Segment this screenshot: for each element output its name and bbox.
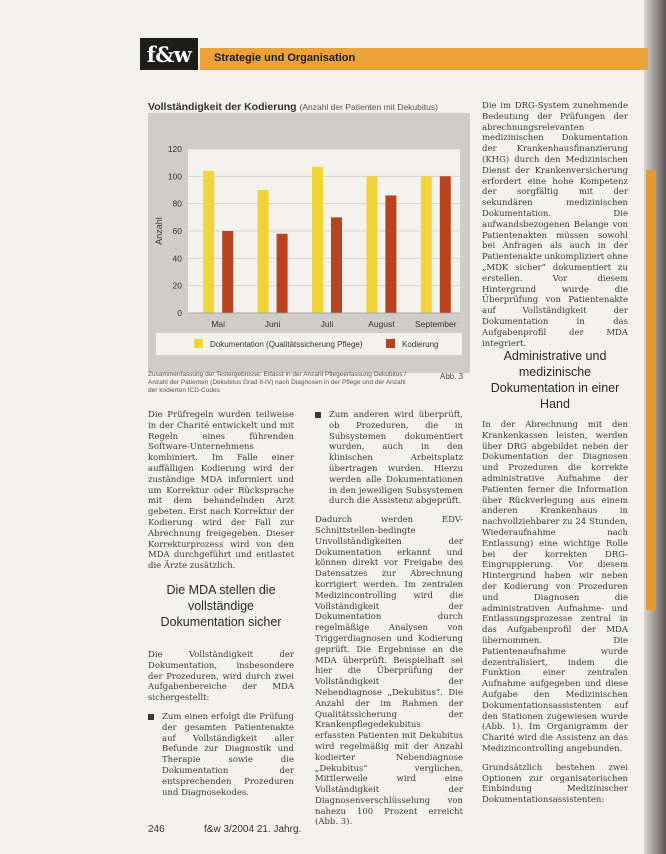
bar-dokumentation (421, 176, 432, 313)
column-right-bottom (482, 420, 628, 814)
bar-chart (148, 113, 470, 373)
chart-title (148, 101, 438, 113)
paragraph: In der Abrechnung mit den Krankenkassen leisten, werden über DRG abgebildet neben der Dokumentation der Diagnosen und Prozeduren die korrekte administrative Aufnahme der Patienten ferner die Information über Rückverlegung aus einem anderen Krankenhaus in nachvollziehbarer zu 24 Stunden, Wiederaufnahme nach Entlassung) eine wichtige Rolle bei der korrekten DRG-Eingruppierung. Vor diesem Hintergrund haben wir neben der Kodierung von Prozeduren und Diagnosen die administrativen Aufnahme- und Entlassungsprozesse zentral in das Aufgabenprofil der MDA übernommen. Die Patientenaufnahme wurde dezentralisiert, indem die Funktion einer zentralen Aufnahme aufgegeben und diese Aufgabe den Medizinischen Dokumentationsassistenten auf den Stationen zugewiesen wurde (Abb. 1). Im Organigramm der Charité wird die Assistenz an das Medizincontrolling angebunden. (482, 420, 628, 754)
paragraph: Die Vollständigkeit der Dokumentation, insbesondere der Prozeduren, wird durch zwei Aufgabenbereiche der MDA sichergestellt: (148, 650, 294, 704)
journal-issue: f&w 3/2004 21. Jahrg. (204, 824, 302, 835)
subheading-mda: Die MDA stellen die vollständige Dokumentation sicher (160, 583, 282, 629)
y-tick-label: 0 (177, 308, 182, 318)
figure-label: Abb. 3 (440, 372, 464, 381)
column-middle (315, 410, 463, 836)
y-tick-label: 60 (172, 226, 182, 236)
chart-title-sub: (Anzahl der Patienten mit Dekubitus) (299, 102, 438, 112)
y-tick-label: 20 (172, 280, 182, 291)
y-axis-label: Anzahl (154, 217, 164, 245)
y-tick-label: 100 (167, 171, 182, 182)
chart-title-main: Vollständigkeit der Kodierung (148, 101, 297, 113)
bar-dokumentation (366, 176, 377, 313)
legend-swatch-kodierung (386, 339, 395, 348)
y-tick-label: 40 (172, 253, 182, 264)
paragraph: Dadurch werden EDV-Schnittstellen-bedingte Unvollständigkeiten der Dokumentation erkannt und können direkt vor Freigabe des Datensatzes zur Abrechnung korrigiert werden. Im zentralen Medizincontrolling wird die Vollständigkeit der Dokumentation durch regelmäßige Analysen von Triggerdiagnosen und Kodierung geprüft. Die Ergebnisse an die MDA überprüft. Beispielhaft sei hier die Überprüfung der Vollständigkeit der Nebendiagnose „Dekubitus“. Die Anzahl der im Rahmen der Qualitätssicherung der Krankenpflegedekubitus erfassten Patienten mit Dekubitus wird regelmäßig mit der Anzahl kodierter Nebendiagnose „Dekubitus“ verglichen. Mittlerweile wird eine Vollständigkeit der Diagnosenverschlüsselung von nahezu 100 Prozent erreicht (Abb. 3). (315, 515, 463, 828)
x-tick-label: August (368, 319, 395, 329)
x-tick-label: Mai (211, 319, 226, 329)
journal-logo: f&w (140, 38, 198, 70)
figure-caption: Zusammenfassung der Testergebnisse: Erfasst in der Anzahl Pflegeerfassung Dekubitus / Anzahl der Patienten (Dekubitus Grad II-IV) nach Diagnosen in der Pflege und der Anzahl der kodierten ICD-Codes (148, 371, 407, 394)
column-right-top (482, 101, 628, 357)
paragraph: Grundsätzlich bestehen zwei Optionen zur organisatorischen Einbindung Medizinischer Dokumentationsassistenten: (482, 762, 628, 806)
bar-dokumentation (312, 167, 323, 313)
paragraph: Die Prüfregeln wurden teilweise in der Charité entwickelt und mit Regeln eines führenden Software-Unternehmens kombiniert. Im Falle einer auffälligen Kodierung wird der zuständige MDA informiert und um Korrektur oder Rücksprache mit dem behandelnden Arzt gebeten. Erst nach Korrektur der Kodierung wird der Fall zur Abrechnung freigegeben. Dieser Korrekturprozess wird von den MDA durchgeführt und entlastet die Ärzte zusätzlich. (148, 410, 294, 572)
page-number: 246 (148, 824, 165, 835)
bar-kodierung (222, 231, 233, 313)
bar-kodierung (331, 217, 342, 313)
bar-kodierung (385, 195, 396, 313)
x-tick-label: Juli (320, 319, 334, 329)
legend-swatch-dokumentation (194, 339, 203, 348)
bar-dokumentation (203, 171, 214, 313)
y-tick-label: 120 (167, 144, 182, 154)
paragraph: Die im DRG-System zunehmende Bedeutung der Prüfungen der abrechnungsrelevanten medizinischen Dokumentation der Krankenhausfinanzierung (KHG) durch den Medizinischen Dienst der Krankenversicherung erfordert eine hohe Kompetenz der sorgfältig mit der sekundären medizinischen Dokumentation. Die aufwandsbezogenen Belange von Patientenakten müssen sowohl bei Anfragen als auch in der Patientenakte unkompliziert ohne „MDK sicher“ dokumentiert zu erstellen. Vor diesem Hintergrund wurde die Überprüfung von Patientenakte auf Vollständigkeit der Dokumentation in das Aufgabenprofil der MDA integriert. (482, 101, 628, 349)
subheading-administrative: Administrative und medizinische Dokumentation in einer Hand (490, 349, 620, 411)
x-tick-label: Juni (264, 319, 281, 329)
bar-kodierung (440, 176, 451, 313)
legend-label-dokumentation: Dokumentation (Qualitätssicherung Pflege) (210, 340, 363, 349)
column-left-top (148, 410, 294, 580)
bar-dokumentation (258, 190, 269, 313)
section-title: Strategie und Organisation (214, 52, 356, 64)
column-left-bottom (148, 650, 294, 806)
bullet-item: Zum einen erfolgt die Prüfung der gesamten Patientenakte auf Vollständigkeit aller Befunde zur Diagnostik und Therapie sowie die Dokumentation der entsprechenden Prozeduren und Diagnosekodes. (148, 712, 294, 798)
bullet-item: Zum anderen wird überprüft, ob Prozeduren, die in Subsystemen dokumentiert wurden, auch in den klinischen Arbeitsplatz übertragen wurden. Hierzu werden alle Dokumentationen in den jeweiligen Subsystemen durch die Assistenz abgeprüft. (315, 410, 463, 507)
legend-label-kodierung: Kodierung (402, 340, 439, 349)
bar-kodierung (277, 234, 288, 313)
x-tick-label: September (415, 319, 457, 329)
y-tick-label: 80 (172, 198, 182, 209)
section-tab-marker (646, 170, 656, 610)
